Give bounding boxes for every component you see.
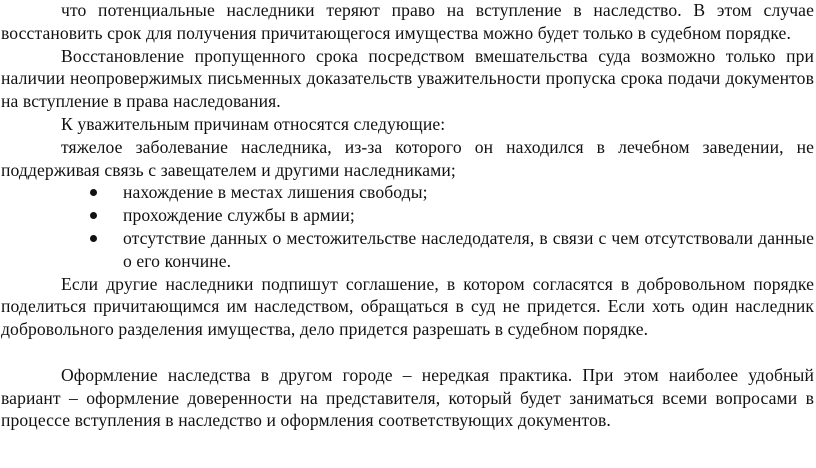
paragraph-inheritance-loss: что потенциальные наследники теряют право на вступление в наследство. В этом случае восстановить срок для получения причитающегося имущества можно будет только в судебном порядке.	[1, 0, 814, 43]
paragraph-illness-reason: тяжелое заболевание наследника, из-за которого он находился в лечебном заведении, не поддерживая связь с завещателем и другими наследниками;	[1, 136, 814, 180]
bullet-dot-icon	[90, 235, 97, 242]
bullet-text: отсутствие данных о местожительстве наследодателя, в связи с чем отсутствовали данные о его кончине.	[123, 227, 814, 271]
paragraph-agreement: Если другие наследники подпишут соглашение, в котором согласятся в добровольном порядке поделиться причитающимся им наследством, обращаться в суд не придется. Если хоть один наследник добровольного разделения имущества, дело придется разрешать в судебном порядке.	[1, 273, 814, 340]
bullet-item-prison	[123, 181, 814, 204]
bullet-text: прохождение службы в армии;	[123, 205, 355, 226]
reasons-bullet-list	[1, 181, 814, 272]
bullet-item-army	[123, 204, 814, 227]
blank-line	[1, 341, 814, 364]
paragraph-court-restoration: Восстановление пропущенного срока посредством вмешательства суда возможно только при наличии неопровержимых письменных доказательств уважительности пропуска срока подачи документов на вступление в права наследования.	[1, 45, 814, 112]
bullet-dot-icon	[90, 212, 97, 219]
paragraph-other-city: Оформление наследства в другом городе – нередкая практика. При этом наиболее удобный вариант – оформление доверенности на представителя, который будет заниматься всеми вопросами в процессе вступления в наследство и оформления соответствующих документов.	[1, 364, 814, 431]
paragraph-valid-reasons-intro: К уважительным причинам относятся следующие:	[61, 113, 446, 134]
bullet-dot-icon	[90, 189, 97, 196]
bullet-item-no-residence-data	[123, 227, 814, 273]
bullet-text: нахождение в местах лишения свободы;	[123, 182, 428, 203]
